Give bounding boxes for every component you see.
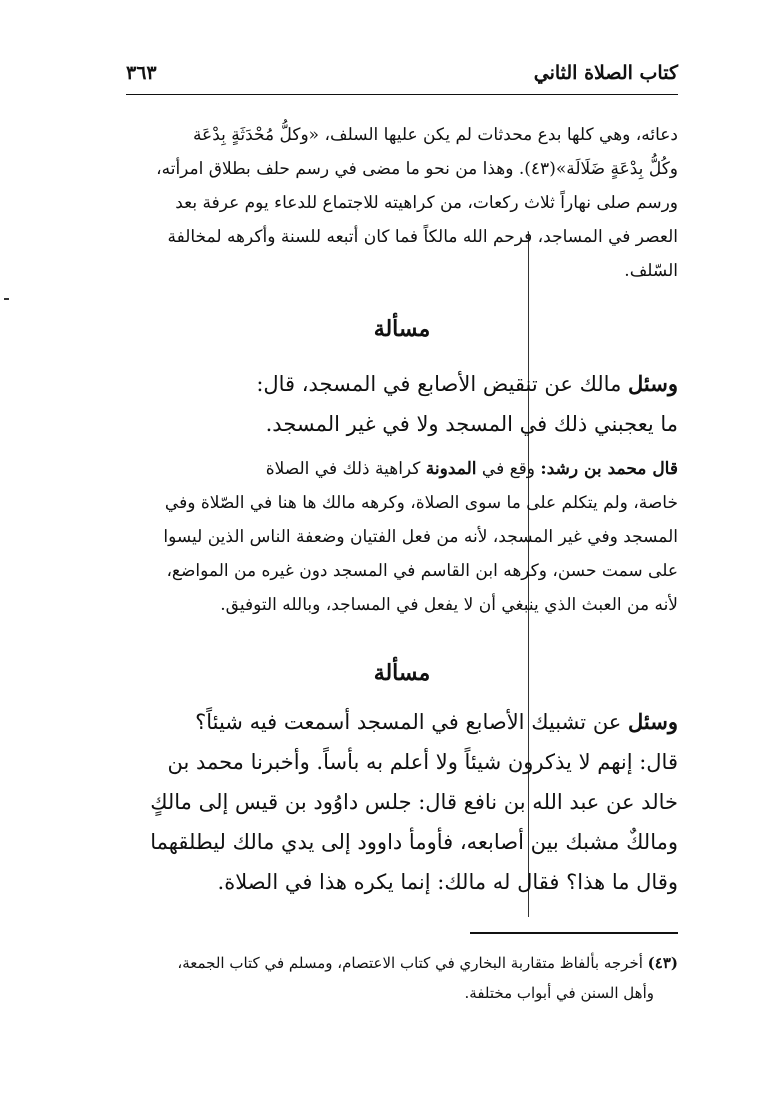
text-line: وقال ما هذا؟ فقال له مالك: إنما يكره هذا في الصلاة. <box>217 870 678 894</box>
commentary-text: وقع في <box>476 459 541 479</box>
text-line: ورسم صلى نهاراً ثلاث ركعات، من كراهيته للاجتماع للدعاء يوم عرفة بعد <box>175 193 678 213</box>
text-line: وكُلُّ بِدْعَةٍ ضَلَالَة»(٤٣). وهذا من نحو ما مضى في رسم حلف بطلاق امرأته، <box>156 159 678 179</box>
text-line: المسجد وفي غير المسجد، لأنه من فعل الفتيان وضعفة الناس الذين ليسوا <box>163 527 678 547</box>
text-line: ومالكٌ مشبك بين أصابعه، فأومأ داوود إلى يدي مالك ليطلقهما <box>150 830 678 854</box>
text-line: السّلف. <box>624 261 678 281</box>
text-line <box>126 702 678 742</box>
commentary-paragraph <box>126 452 678 622</box>
footnote <box>126 948 678 1008</box>
question-text: مالك عن تنقيض الأصابع في المسجد، قال: <box>256 372 629 396</box>
margin-mark <box>4 298 9 300</box>
commentary-lead: قال محمد بن رشد: <box>540 459 678 479</box>
page-number: ٣٦٣ <box>126 62 157 84</box>
question-lead: وسئل <box>628 371 678 396</box>
question-lead: وسئل <box>628 709 678 734</box>
text-line: دعائه، وهي كلها بدع محدثات لم يكن عليها السلف، «وكلُّ مُحْدَثَةٍ بِدْعَة <box>192 125 678 145</box>
footnote-number: (٤٣) <box>647 954 678 972</box>
footnote-line: وأهل السنن في أبواب مختلفة. <box>464 984 654 1002</box>
text-line: خاصة، ولم يتكلم على ما سوى الصلاة، وكرهه مالك ها هنا في الصّلاة وفي <box>164 493 678 513</box>
question-text: عن تشبيك الأصابع في المسجد أسمعت فيه شيئاً؟ <box>195 710 629 734</box>
section-heading: مسألة <box>373 660 431 686</box>
opening-paragraph <box>126 118 678 288</box>
commentary-text: كراهية ذلك في الصلاة <box>265 459 426 479</box>
text-line <box>126 452 678 486</box>
footnote-separator <box>470 932 678 934</box>
question-paragraph-2 <box>126 702 678 902</box>
running-header <box>126 58 678 95</box>
text-line: خالد عن عبد الله بن نافع قال: جلس داوُود بن قيس إلى مالكٍ <box>150 790 678 814</box>
section-heading: مسألة <box>373 316 431 342</box>
question-paragraph <box>126 364 678 444</box>
footnote-line <box>126 948 678 978</box>
text-line: لأنه من العبث الذي ينبغي أن لا يفعل في المساجد، وبالله التوفيق. <box>220 595 678 615</box>
book-section-title: كتاب الصلاة الثاني <box>533 62 678 84</box>
source-name: المدونة <box>425 459 477 479</box>
text-line: العصر في المساجد، فرحم الله مالكاً فما كان أتبعه للسنة وأكرهه لمخالفة <box>167 227 678 247</box>
text-line: على سمت حسن، وكرهه ابن القاسم في المسجد دون غيره من المواضع، <box>166 561 678 581</box>
text-line <box>126 364 678 404</box>
footnote-text: أخرجه بألفاظ متقاربة البخاري في كتاب الاعتصام، ومسلم في كتاب الجمعة، <box>177 954 648 972</box>
text-line: قال: إنهم لا يذكرون شيئاً ولا أعلم به بأساً. وأخبرنا محمد بن <box>167 750 678 774</box>
text-line: ما يعجبني ذلك في المسجد ولا في غير المسجد. <box>265 412 678 436</box>
